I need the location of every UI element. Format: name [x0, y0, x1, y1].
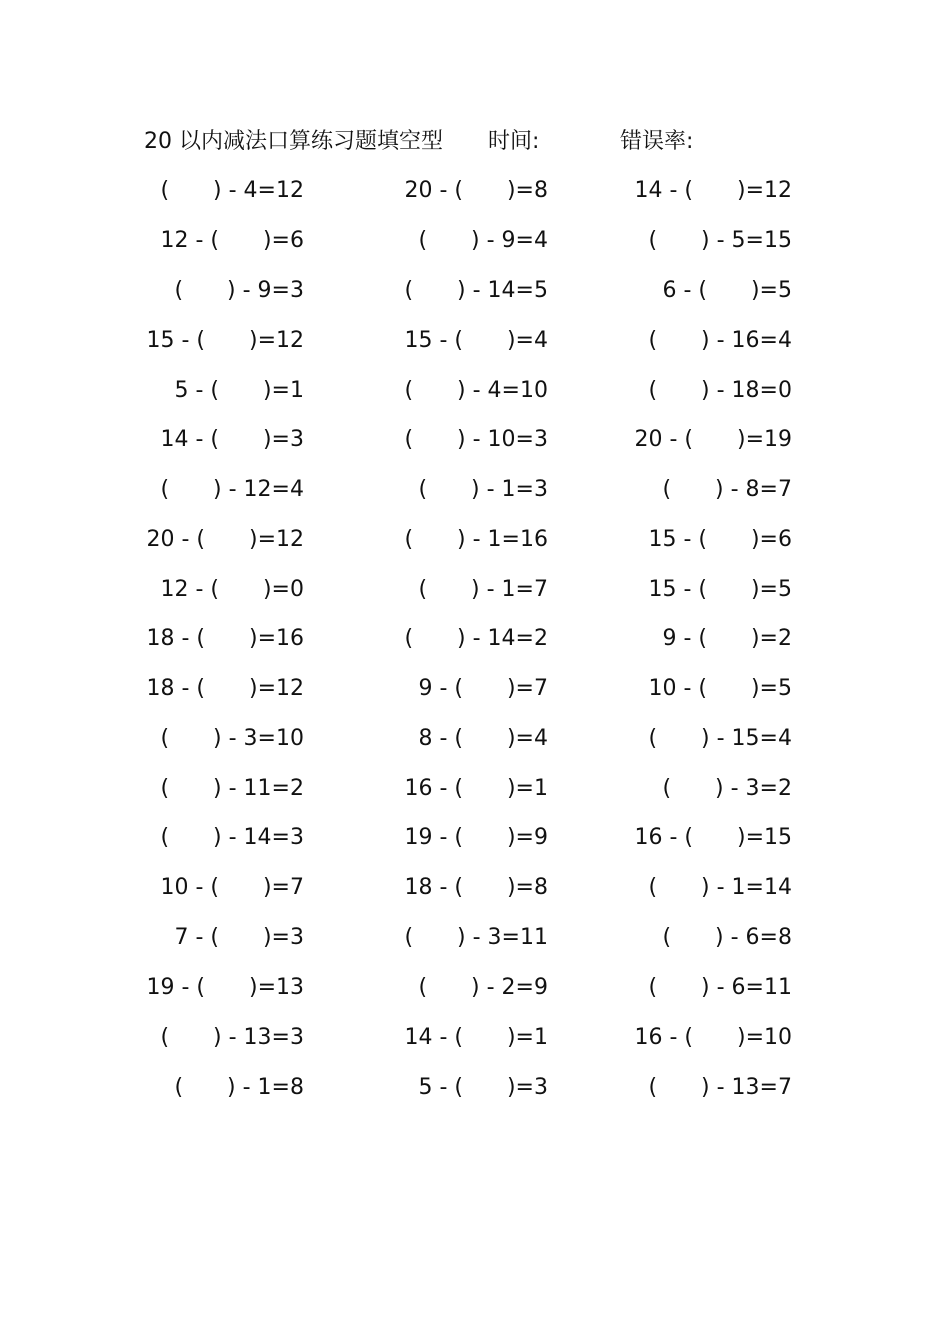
problem-cell: 9 - ( )=2: [662, 626, 792, 651]
problem-cell: ( ) - 3=10: [160, 726, 304, 751]
problem-cell: ( ) - 11=2: [160, 776, 304, 801]
problem-row: [0, 473, 950, 507]
problem-row: [0, 274, 950, 308]
problem-row: [0, 374, 950, 408]
problem-cell: 18 - ( )=16: [146, 626, 304, 651]
problem-cell: ( ) - 9=3: [174, 278, 304, 303]
problem-row: [0, 871, 950, 905]
problem-cell: ( ) - 14=3: [160, 825, 304, 850]
problem-cell: 15 - ( )=5: [648, 577, 792, 602]
problem-cell: ( ) - 1=8: [174, 1075, 304, 1100]
problem-cell: 5 - ( )=3: [418, 1075, 548, 1100]
problem-cell: ( ) - 4=12: [160, 178, 304, 203]
problem-cell: 15 - ( )=12: [146, 328, 304, 353]
problem-cell: 16 - ( )=1: [404, 776, 548, 801]
problem-cell: ( ) - 16=4: [648, 328, 792, 353]
problem-row: [0, 821, 950, 855]
problem-cell: 14 - ( )=12: [634, 178, 792, 203]
worksheet-title: 20 以内减法口算练习题填空型: [144, 129, 443, 154]
problem-cell: ( ) - 18=0: [648, 378, 792, 403]
problem-row: [0, 622, 950, 656]
problem-cell: 20 - ( )=12: [146, 527, 304, 552]
problem-cell: ( ) - 1=7: [418, 577, 548, 602]
problem-cell: ( ) - 1=14: [648, 875, 792, 900]
problem-cell: 20 - ( )=19: [634, 427, 792, 452]
problem-cell: ( ) - 15=4: [648, 726, 792, 751]
problem-cell: 19 - ( )=13: [146, 975, 304, 1000]
problem-row: [0, 672, 950, 706]
problem-cell: ( ) - 4=10: [404, 378, 548, 403]
problem-cell: ( ) - 13=3: [160, 1025, 304, 1050]
problem-cell: 18 - ( )=8: [404, 875, 548, 900]
problem-cell: ( ) - 8=7: [662, 477, 792, 502]
problem-cell: 20 - ( )=8: [404, 178, 548, 203]
problem-cell: 19 - ( )=9: [404, 825, 548, 850]
problem-cell: 7 - ( )=3: [174, 925, 304, 950]
problem-cell: ( ) - 1=16: [404, 527, 548, 552]
problem-row: [0, 324, 950, 358]
problem-cell: ( ) - 13=7: [648, 1075, 792, 1100]
problem-cell: 6 - ( )=5: [662, 278, 792, 303]
problem-cell: 16 - ( )=15: [634, 825, 792, 850]
problem-cell: 9 - ( )=7: [418, 676, 548, 701]
problem-row: [0, 1021, 950, 1055]
problem-cell: ( ) - 5=15: [648, 228, 792, 253]
problem-cell: ( ) - 1=3: [418, 477, 548, 502]
problem-cell: 10 - ( )=5: [648, 676, 792, 701]
problem-row: [0, 224, 950, 258]
problem-cell: 10 - ( )=7: [160, 875, 304, 900]
problem-cell: 8 - ( )=4: [418, 726, 548, 751]
problem-cell: ( ) - 2=9: [418, 975, 548, 1000]
problem-row: [0, 523, 950, 557]
time-label: 时间:: [488, 129, 540, 154]
problem-cell: 15 - ( )=6: [648, 527, 792, 552]
problem-cell: ( ) - 3=11: [404, 925, 548, 950]
problem-cell: 15 - ( )=4: [404, 328, 548, 353]
problem-cell: 5 - ( )=1: [174, 378, 304, 403]
problem-row: [0, 971, 950, 1005]
problem-cell: ( ) - 14=2: [404, 626, 548, 651]
problem-cell: ( ) - 6=11: [648, 975, 792, 1000]
problem-row: [0, 722, 950, 756]
problem-row: [0, 423, 950, 457]
problem-cell: ( ) - 6=8: [662, 925, 792, 950]
problem-row: [0, 921, 950, 955]
error-rate-label: 错误率:: [620, 129, 694, 154]
problem-cell: ( ) - 9=4: [418, 228, 548, 253]
problem-cell: ( ) - 3=2: [662, 776, 792, 801]
problem-row: [0, 573, 950, 607]
problem-cell: 14 - ( )=3: [160, 427, 304, 452]
problem-cell: 14 - ( )=1: [404, 1025, 548, 1050]
problem-cell: 12 - ( )=0: [160, 577, 304, 602]
problem-cell: 18 - ( )=12: [146, 676, 304, 701]
problem-cell: ( ) - 12=4: [160, 477, 304, 502]
problem-cell: 12 - ( )=6: [160, 228, 304, 253]
problem-row: [0, 174, 950, 208]
problem-row: [0, 1071, 950, 1105]
problem-cell: ( ) - 10=3: [404, 427, 548, 452]
problem-cell: ( ) - 14=5: [404, 278, 548, 303]
problem-cell: 16 - ( )=10: [634, 1025, 792, 1050]
problem-row: [0, 772, 950, 806]
